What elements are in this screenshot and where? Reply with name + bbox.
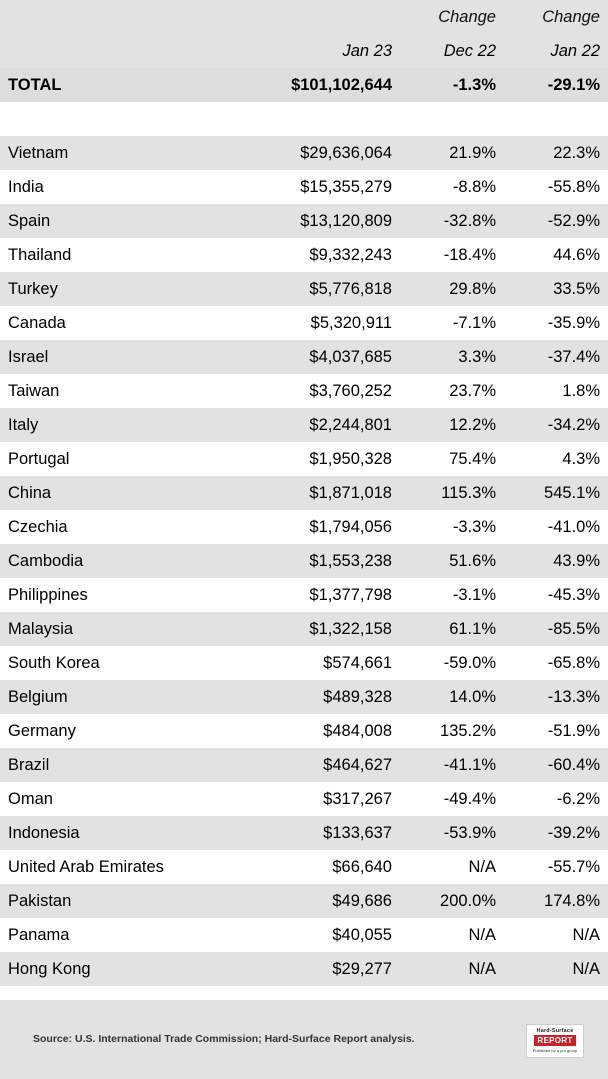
cell-change-jan: -51.9% [504, 714, 608, 748]
table-row [0, 170, 608, 204]
cell-country: Oman [0, 782, 244, 816]
cell-country: Israel [0, 340, 244, 374]
cell-value: $5,320,911 [244, 306, 400, 340]
cell-change-dec: -49.4% [400, 782, 504, 816]
table-row [0, 680, 608, 714]
cell-change-jan: -13.3% [504, 680, 608, 714]
cell-country: India [0, 170, 244, 204]
cell-value: $40,055 [244, 918, 400, 952]
spacer-cell [504, 102, 608, 136]
spacer-cell [400, 102, 504, 136]
cell-value: $1,553,238 [244, 544, 400, 578]
cell-country: Spain [0, 204, 244, 238]
logo-line3: Published by a pro group [532, 1048, 578, 1053]
cell-value: $464,627 [244, 748, 400, 782]
header-value [244, 0, 400, 34]
cell-country: Cambodia [0, 544, 244, 578]
cell-change-jan: 33.5% [504, 272, 608, 306]
subheader-value: Jan 23 [244, 34, 400, 68]
cell-value: $317,267 [244, 782, 400, 816]
cell-change-dec: 3.3% [400, 340, 504, 374]
table-row [0, 748, 608, 782]
total-change-dec: -1.3% [400, 68, 504, 102]
table-row [0, 408, 608, 442]
header-change-dec: Change [400, 0, 504, 34]
cell-country: China [0, 476, 244, 510]
cell-country: Panama [0, 918, 244, 952]
cell-value: $1,871,018 [244, 476, 400, 510]
total-change-jan: -29.1% [504, 68, 608, 102]
table-row [0, 544, 608, 578]
cell-value: $4,037,685 [244, 340, 400, 374]
table-row [0, 850, 608, 884]
table-row [0, 306, 608, 340]
cell-change-jan: 1.8% [504, 374, 608, 408]
footer [0, 997, 608, 1079]
cell-change-dec: -18.4% [400, 238, 504, 272]
cell-value: $1,377,798 [244, 578, 400, 612]
cell-country: Hong Kong [0, 952, 244, 986]
cell-change-dec: -53.9% [400, 816, 504, 850]
table-row [0, 136, 608, 170]
cell-change-dec: 61.1% [400, 612, 504, 646]
cell-change-dec: 51.6% [400, 544, 504, 578]
cell-value: $29,277 [244, 952, 400, 986]
cell-value: $9,332,243 [244, 238, 400, 272]
table-row [0, 918, 608, 952]
cell-value: $1,322,158 [244, 612, 400, 646]
cell-change-jan: -45.3% [504, 578, 608, 612]
cell-change-dec: N/A [400, 952, 504, 986]
cell-change-jan: -34.2% [504, 408, 608, 442]
cell-country: Italy [0, 408, 244, 442]
cell-change-dec: 200.0% [400, 884, 504, 918]
cell-value: $1,950,328 [244, 442, 400, 476]
cell-change-jan: -41.0% [504, 510, 608, 544]
table-row [0, 646, 608, 680]
table-row [0, 816, 608, 850]
cell-country: Thailand [0, 238, 244, 272]
cell-change-dec: 23.7% [400, 374, 504, 408]
cell-change-dec: 21.9% [400, 136, 504, 170]
cell-change-jan: -52.9% [504, 204, 608, 238]
total-value: $101,102,644 [244, 68, 400, 102]
cell-change-jan: -6.2% [504, 782, 608, 816]
cell-change-dec: -8.8% [400, 170, 504, 204]
cell-change-jan: -55.7% [504, 850, 608, 884]
cell-change-jan: N/A [504, 952, 608, 986]
cell-change-dec: 12.2% [400, 408, 504, 442]
table-row [0, 884, 608, 918]
table-row [0, 510, 608, 544]
cell-change-dec: -59.0% [400, 646, 504, 680]
cell-value: $15,355,279 [244, 170, 400, 204]
cell-change-dec: 115.3% [400, 476, 504, 510]
cell-value: $1,794,056 [244, 510, 400, 544]
table-row [0, 612, 608, 646]
table-row [0, 374, 608, 408]
cell-change-dec: N/A [400, 918, 504, 952]
subheader-change-dec: Dec 22 [400, 34, 504, 68]
cell-change-jan: -39.2% [504, 816, 608, 850]
cell-change-dec: 135.2% [400, 714, 504, 748]
cell-country: Czechia [0, 510, 244, 544]
cell-change-jan: -85.5% [504, 612, 608, 646]
cell-country: United Arab Emirates [0, 850, 244, 884]
cell-change-jan: 22.3% [504, 136, 608, 170]
cell-country: Canada [0, 306, 244, 340]
cell-value: $484,008 [244, 714, 400, 748]
cell-value: $66,640 [244, 850, 400, 884]
cell-value: $133,637 [244, 816, 400, 850]
cell-country: Philippines [0, 578, 244, 612]
subheader-country [0, 34, 244, 68]
table-row [0, 442, 608, 476]
spacer-cell [0, 102, 244, 136]
cell-change-dec: 75.4% [400, 442, 504, 476]
spacer-cell [244, 102, 400, 136]
cell-change-jan: -60.4% [504, 748, 608, 782]
subheader-change-jan: Jan 22 [504, 34, 608, 68]
header-change-jan: Change [504, 0, 608, 34]
cell-change-dec: N/A [400, 850, 504, 884]
table-row [0, 578, 608, 612]
table-row [0, 714, 608, 748]
cell-change-dec: 29.8% [400, 272, 504, 306]
total-label: TOTAL [0, 68, 244, 102]
hard-surface-report-logo [526, 1024, 584, 1058]
cell-country: Turkey [0, 272, 244, 306]
cell-value: $5,776,818 [244, 272, 400, 306]
cell-value: $13,120,809 [244, 204, 400, 238]
table-header-row [0, 0, 608, 34]
cell-country: Belgium [0, 680, 244, 714]
cell-value: $2,244,801 [244, 408, 400, 442]
table-row [0, 272, 608, 306]
logo-line1: Hard-Surface [536, 1028, 574, 1034]
spacer-row [0, 102, 608, 136]
cell-country: Vietnam [0, 136, 244, 170]
cell-change-dec: -3.1% [400, 578, 504, 612]
cell-change-jan: 545.1% [504, 476, 608, 510]
cell-change-dec: -41.1% [400, 748, 504, 782]
cell-change-jan: 44.6% [504, 238, 608, 272]
table-row [0, 340, 608, 374]
header-country [0, 0, 244, 34]
table-row [0, 476, 608, 510]
source-note: Source: U.S. International Trade Commission; Hard-Surface Report analysis. [33, 1033, 415, 1045]
table-row [0, 782, 608, 816]
table-row [0, 952, 608, 986]
cell-change-jan: 174.8% [504, 884, 608, 918]
cell-country: Taiwan [0, 374, 244, 408]
cell-change-dec: -7.1% [400, 306, 504, 340]
table-subheader-row [0, 34, 608, 68]
cell-value: $489,328 [244, 680, 400, 714]
cell-country: South Korea [0, 646, 244, 680]
table-row [0, 238, 608, 272]
cell-country: Malaysia [0, 612, 244, 646]
cell-change-dec: -3.3% [400, 510, 504, 544]
cell-change-jan: -35.9% [504, 306, 608, 340]
cell-value: $574,661 [244, 646, 400, 680]
cell-country: Germany [0, 714, 244, 748]
cell-country: Pakistan [0, 884, 244, 918]
cell-country: Indonesia [0, 816, 244, 850]
cell-country: Portugal [0, 442, 244, 476]
cell-change-jan: -37.4% [504, 340, 608, 374]
cell-value: $49,686 [244, 884, 400, 918]
total-row [0, 68, 608, 102]
table-row [0, 204, 608, 238]
cell-change-jan: -65.8% [504, 646, 608, 680]
cell-change-jan: 4.3% [504, 442, 608, 476]
cell-change-jan: 43.9% [504, 544, 608, 578]
cell-change-dec: 14.0% [400, 680, 504, 714]
logo-line2: REPORT [534, 1035, 576, 1046]
cell-value: $3,760,252 [244, 374, 400, 408]
cell-country: Brazil [0, 748, 244, 782]
cell-change-jan: -55.8% [504, 170, 608, 204]
cell-change-dec: -32.8% [400, 204, 504, 238]
cell-value: $29,636,064 [244, 136, 400, 170]
cell-change-jan: N/A [504, 918, 608, 952]
